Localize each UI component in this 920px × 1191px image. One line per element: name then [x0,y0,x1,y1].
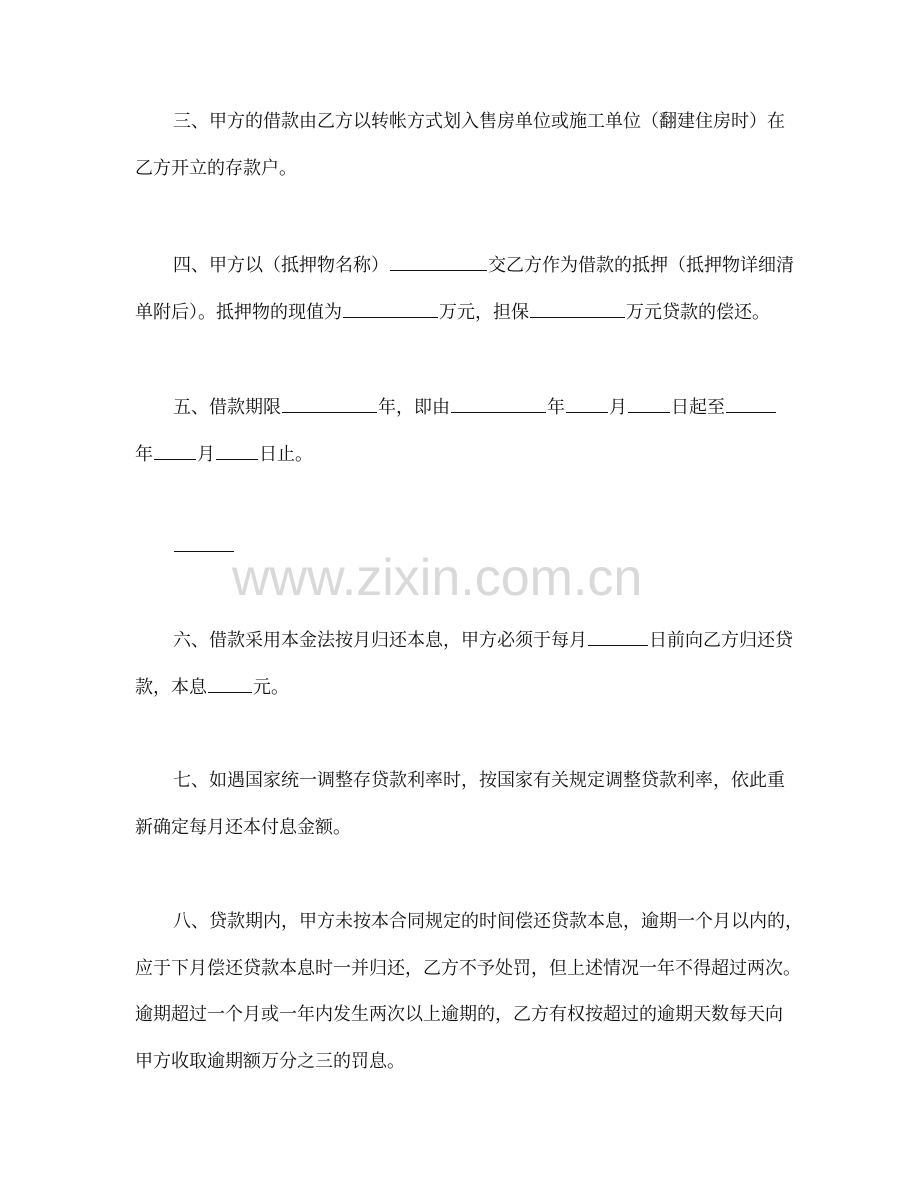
clause-4-line-1 [173,252,794,278]
clause-6-text-3: 款，本息 [135,677,207,698]
clause-5-line-2 [135,441,313,467]
clause-5-line-1 [173,394,777,420]
clause-6-text-4: 元。 [253,677,289,698]
clause-4-text-1: 四、甲方以（抵押物名称） [173,255,389,276]
clause-8-line-4 [135,1050,405,1074]
clause-4-text-4: 万元，担保 [439,302,529,323]
collateral-name-blank [390,252,487,271]
repayment-day-blank [588,627,648,646]
clause-8-text-2: 应于下月偿还贷款本息时一并归还，乙方不予处罚，但上述情况一年不得超过两次。 [135,958,801,979]
end-day-blank [216,441,258,460]
installment-amount-blank [208,674,252,693]
clause-3-text-2: 乙方开立的存款户。 [135,158,297,179]
clause-8-line-1 [173,910,803,934]
clause-5-text-6: 年 [135,444,153,465]
clause-8-text-4: 甲方收取逾期额万分之三的罚息。 [135,1051,405,1072]
clause-5-text-8: 日止。 [259,444,313,465]
clause-3-line-2 [135,157,297,181]
clause-5-text-3: 年 [547,397,565,418]
interest-rate-line [173,533,235,559]
start-month-blank [566,394,608,413]
start-year-blank [451,394,546,413]
monthly-rate-blank [174,533,234,552]
clause-4-text-3: 单附后）。抵押物的现值为 [135,302,342,323]
clause-4-text-5: 万元贷款的偿还。 [626,302,770,323]
clause-3-text-1: 三、甲方的借款由乙方以转帐方式划入售房单位或施工单位（翻建住房时）在 [173,111,785,132]
clause-6-text-1: 六、借款采用本金法按月归还本息，甲方必须于每月 [173,630,587,651]
clause-5-text-7: 月 [197,444,215,465]
clause-7-text-1: 七、如遇国家统一调整存贷款利率时，按国家有关规定调整贷款利率，依此重 [173,770,785,791]
end-year-blank [726,394,776,413]
clause-4-text-2: 交乙方作为借款的抵押（抵押物详细清 [488,255,794,276]
start-day-blank [628,394,670,413]
clause-4-line-2 [135,299,770,325]
clause-7-line-1 [173,769,785,793]
collateral-value-blank [343,299,438,318]
clause-6-line-1 [173,627,793,653]
clause-7-line-2 [135,816,351,840]
clause-6-line-2 [135,674,289,700]
term-years-blank [282,394,377,413]
clause-8-line-3 [135,1003,783,1027]
clause-8-line-2 [135,957,801,981]
clause-5-text-1: 五、借款期限 [173,397,281,418]
guarantee-amount-blank [530,299,625,318]
watermark: www.zixin.com.cn [232,549,643,607]
clause-5-text-4: 月 [609,397,627,418]
clause-5-text-2: 年，即由 [378,397,450,418]
end-month-blank [154,441,196,460]
clause-8-text-3: 逾期超过一个月或一年内发生两次以上逾期的，乙方有权按超过的逾期天数每天向 [135,1004,783,1025]
clause-5-text-5: 日起至 [671,397,725,418]
clause-6-text-2: 日前向乙方归还贷 [649,630,793,651]
clause-7-text-2: 新确定每月还本付息金额。 [135,817,351,838]
clause-8-text-1: 八、贷款期内，甲方未按本合同规定的时间偿还贷款本息，逾期一个月以内的， [173,911,803,932]
clause-3-line-1 [173,110,785,134]
